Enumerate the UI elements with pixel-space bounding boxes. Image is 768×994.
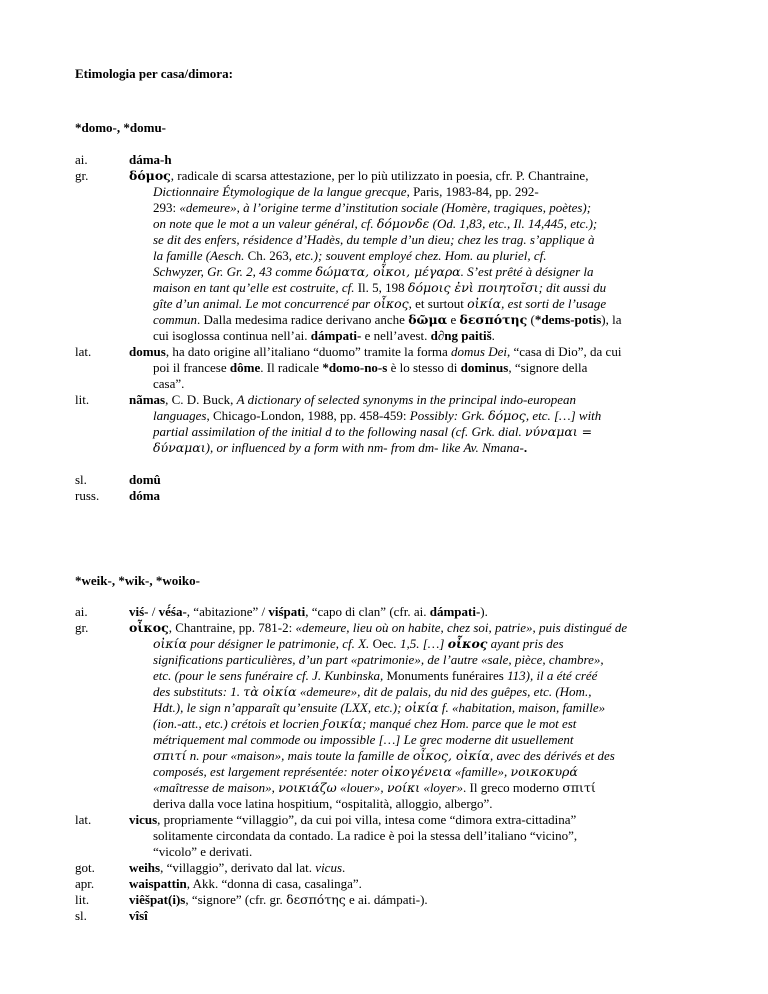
entry-ai [75, 152, 710, 168]
headword: domus [129, 344, 166, 359]
entry-gr: gr. οἶκος, Chantraine, pp. 781-2: «demeure, lieu où on habite, chez soi, patrie», puis distingué de οἰκία pour désigner le patrimonie, cf. X. Oec. 1,5. […] οἶκος ayant pris des significations particulières, d’un part «patrimonie», de l’autre «sale, pièce, chambre», etc. (pour le sens funéraire cf. J. Kunbinska, Monuments funéraires 113), il a été créé des substituts: 1. τὰ οἰκία «demeure», dit de palais, du nid des guêpes, etc. (Hom., Hdt.), le sign n’apparaît qu’ensuite (LXX, etc.); οἰκία f. «habitation, maison, famille» (ion.-att., etc.) crétois et locrien ϝοικία; manqué chez Hom. parce que le mot est métriquement mal commode ou impossible […] Le grec moderne dit usuellement σπιτί n. pour «maison», mais toute la famille de οἶκος, οἰκία, avec des dérivés et des composés, est largement représentée: noter οἰκογένεια «famille», νοικοκυρά «maîtresse de maison», νοικιάζω «louer», νοίκι «loyer». Il greco moderno σπιτί deriva dalla voce latina hospitium, “ospitalità, alloggio, albergo”. [75, 620, 628, 811]
lang-label: gr. [75, 620, 89, 635]
lang-label: ai. [75, 604, 88, 619]
lang-label: russ. [75, 488, 100, 503]
headword: weihs [129, 860, 161, 875]
headword: viś- [129, 604, 149, 619]
headword: viêšpat(i)s [129, 892, 186, 907]
headword: waispattin [129, 876, 187, 891]
lang-label: sl. [75, 908, 87, 923]
headword: δόμος [129, 168, 171, 183]
entry-russ [75, 488, 710, 504]
headword: οἶκος [129, 620, 169, 635]
section-entries-weik [75, 604, 710, 924]
entry-apr: apr. waispattin, Akk. “donna di casa, casalinga”. [75, 876, 362, 891]
lang-label: sl. [75, 472, 87, 487]
entry-ai: ai. viś- / vé́śa-, “abitazione” / viśpati, “capo di clan” (cfr. ai. dámpati-). [75, 604, 488, 619]
headword: vicus [129, 812, 158, 827]
headword: nãmas [129, 392, 166, 407]
lang-label: got. [75, 860, 95, 875]
section-entries-domo [75, 152, 710, 504]
headword: vîsî [129, 908, 148, 923]
section-heading-weik: *weik-, *wik-, *woiko- [75, 573, 200, 588]
entry-lat: lat. domus, ha dato origine all’italiano “duomo” tramite la forma domus Dei, “casa di Dio”, da cui poi il francese dôme. Il radicale *domo-no-s è lo stesso di dominus, “signore della casa”. [75, 344, 622, 391]
entry-lat: lat. vicus, propriamente “villaggio”, da cui poi villa, intesa come “dimora extra-cittadina” solitamente circondata da contado. La radice è poi la stessa dell’italiano “vicino”, “vicolo” e derivati. [75, 812, 578, 859]
entry-got: got. weihs, “villaggio”, derivato dal lat. vicus. [75, 860, 346, 875]
entry-sl [75, 908, 710, 924]
entry-gr: gr. δόμος, radicale di scarsa attestazione, per lo più utilizzato in poesia, cfr. P. Chantraine, Dictionnaire Étymologique de la langue grecque, Paris, 1983-84, pp. 292- 293: «demeure», à l’origine terme d’institution sociale (Homère, tragiques, poètes); on note que le mot a un valeur général, cf. δόμονδε (Od. 1,83, etc., Il. 14,445, etc.); se dit des enfers, résidence d’Hadès, du temple d’un dieu; chez les trag. s’applique à la famille (Aesch. Ch. 263, etc.); souvent employé chez. Hom. au pluriel, cf. Schwyzer, Gr. Gr. 2, 43 comme δώματα, οἶκοι, μέγαρα. S’est prêté à désigner la maison en tant qu’elle est costruite, cf. Il. 5, 198 δόμοις ἐνὶ ποιητοῖσι; dit aussi du gîte d’un animal. Le mot concurrencé par οἶκος, et surtout οἰκία, est sorti de l’usage commun. Dalla medesima radice derivano anche δῶμα e δεσπότης (*dems-potis), la cui isoglossa continua nell’ai. dámpati- e nell’avest. d∂ng paitiš. [75, 168, 622, 343]
lang-label: lit. [75, 892, 90, 907]
page-title: Etimologia per casa/dimora: [75, 66, 233, 81]
entry-lit: lit. nãmas, C. D. Buck, A dictionary of selected synonyms in the principal indo-european languages, Chicago-London, 1988, pp. 458-459: Possibly: Grk. δόμος, etc. […] with partial assimilation of the initial d to the following nasal (cf. Grk. dial. νύναμαι = δύναμαι), or influenced by a form with nm- from dm- like Av. Nmana-. [75, 392, 602, 455]
lang-label: lat. [75, 812, 92, 827]
lang-label: lit. [75, 392, 90, 407]
lang-label: ai. [75, 152, 88, 167]
lang-label: apr. [75, 876, 95, 891]
lang-label: gr. [75, 168, 89, 183]
section-heading-domo: *domo-, *domu- [75, 120, 167, 135]
entry-sl [75, 472, 710, 488]
headword: domû [129, 472, 161, 487]
lang-label: lat. [75, 344, 92, 359]
headword: dóma [129, 488, 161, 503]
entry-lit: lit. viêšpat(i)s, “signore” (cfr. gr. δεσπότης e ai. dámpati-). [75, 892, 428, 907]
headword: dáma-h [129, 152, 172, 167]
